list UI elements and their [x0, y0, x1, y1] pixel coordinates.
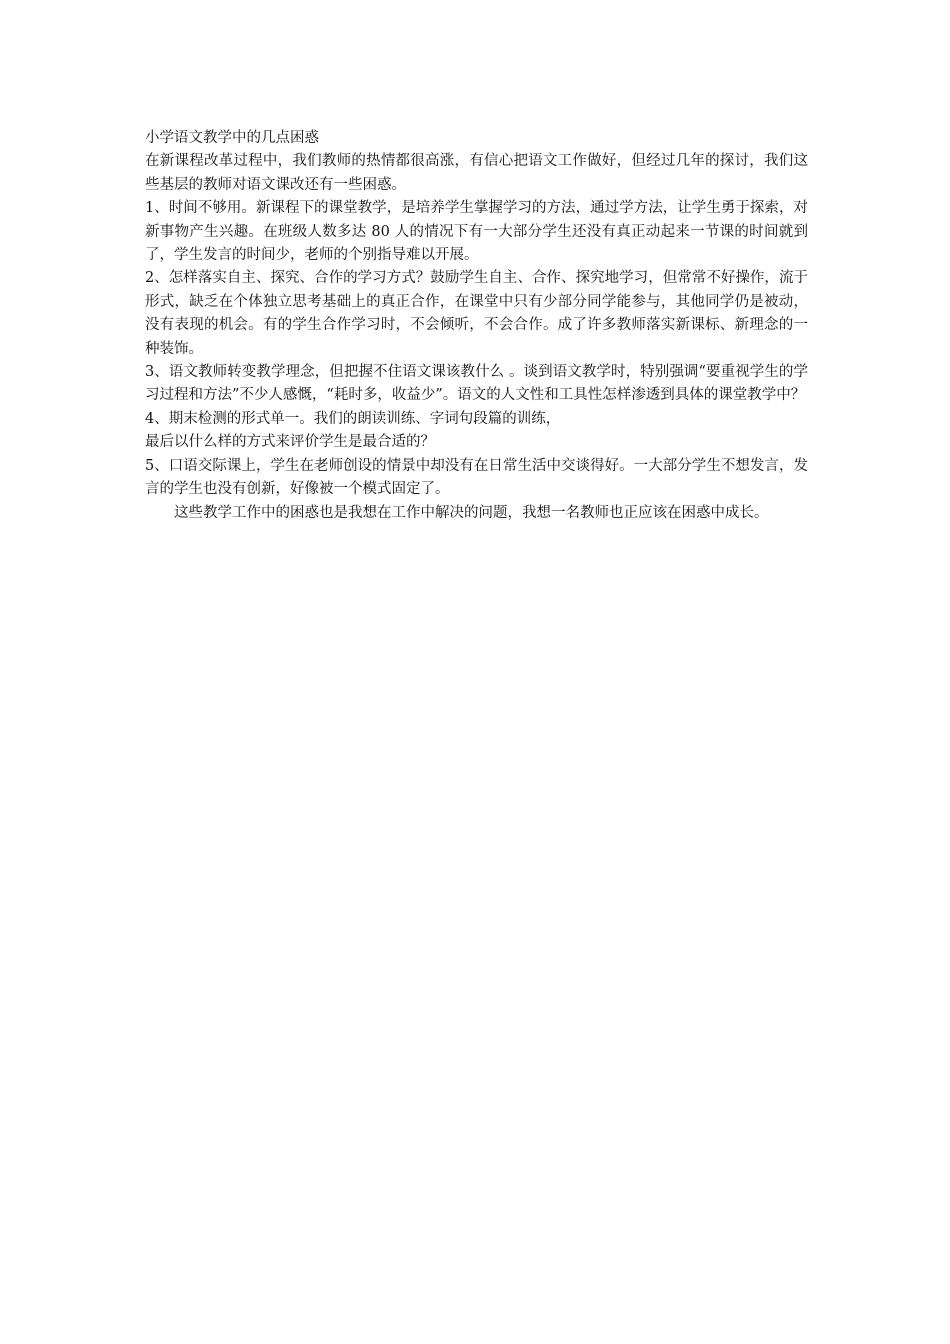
paragraph-point-4-continued: 最后以什么样的方式来评价学生是最合适的？: [145, 434, 435, 451]
paragraph-point-1: 1、时间不够用。新课程下的课堂教学，是培养学生掌握学习的方法，通过学方法，让学生勇于探索，对新事物产生兴趣。在班级人数多达 80 人的情况下有一大部分学生还没有真正动起来一节课的时间就到了，学生发言的时间少，老师的个别指导难以开展。: [145, 200, 808, 264]
paragraph-intro: 在新课程改革过程中，我们教师的热情都很高涨，有信心把语文工作做好，但经过几年的探讨，我们这些基层的教师对语文课改还有一些困惑。: [145, 153, 808, 193]
document-page: [145, 127, 808, 525]
document-title: 小学语文教学中的几点困惑: [145, 130, 319, 146]
paragraph-point-3: 3、语文教师转变教学理念，但把握不住语文课该教什么 。谈到语文教学时，特别强调“要重视学生的学习过程和方法”不少人感慨，“耗时多，收益少”。语文的人文性和工具性怎样渗透到具体的课堂教学中？: [145, 364, 808, 404]
paragraph-point-4: 4、期末检测的形式单一。我们的朗读训练、字词句段篇的训练，: [145, 410, 561, 427]
paragraph-conclusion: 这些教学工作中的困惑也是我想在工作中解决的问题，我想一名教师也正应该在困惑中成长。: [174, 504, 769, 521]
paragraph-point-2: 2、怎样落实自主、探究、合作的学习方式？鼓励学生自主、合作、探究地学习，但常常不好操作，流于形式，缺乏在个体独立思考基础上的真正合作，在课堂中只有少部分同学能参与，其他同学仍是被动，没有表现的机会。有的学生合作学习时，不会倾听，不会合作。成了许多教师落实新课标、新理念的一种装饰。: [145, 270, 808, 357]
paragraph-point-5: 5、口语交际课上，学生在老师创设的情景中却没有在日常生活中交谈得好。一大部分学生不想发言，发言的学生也没有创新，好像被一个模式固定了。: [145, 457, 808, 498]
